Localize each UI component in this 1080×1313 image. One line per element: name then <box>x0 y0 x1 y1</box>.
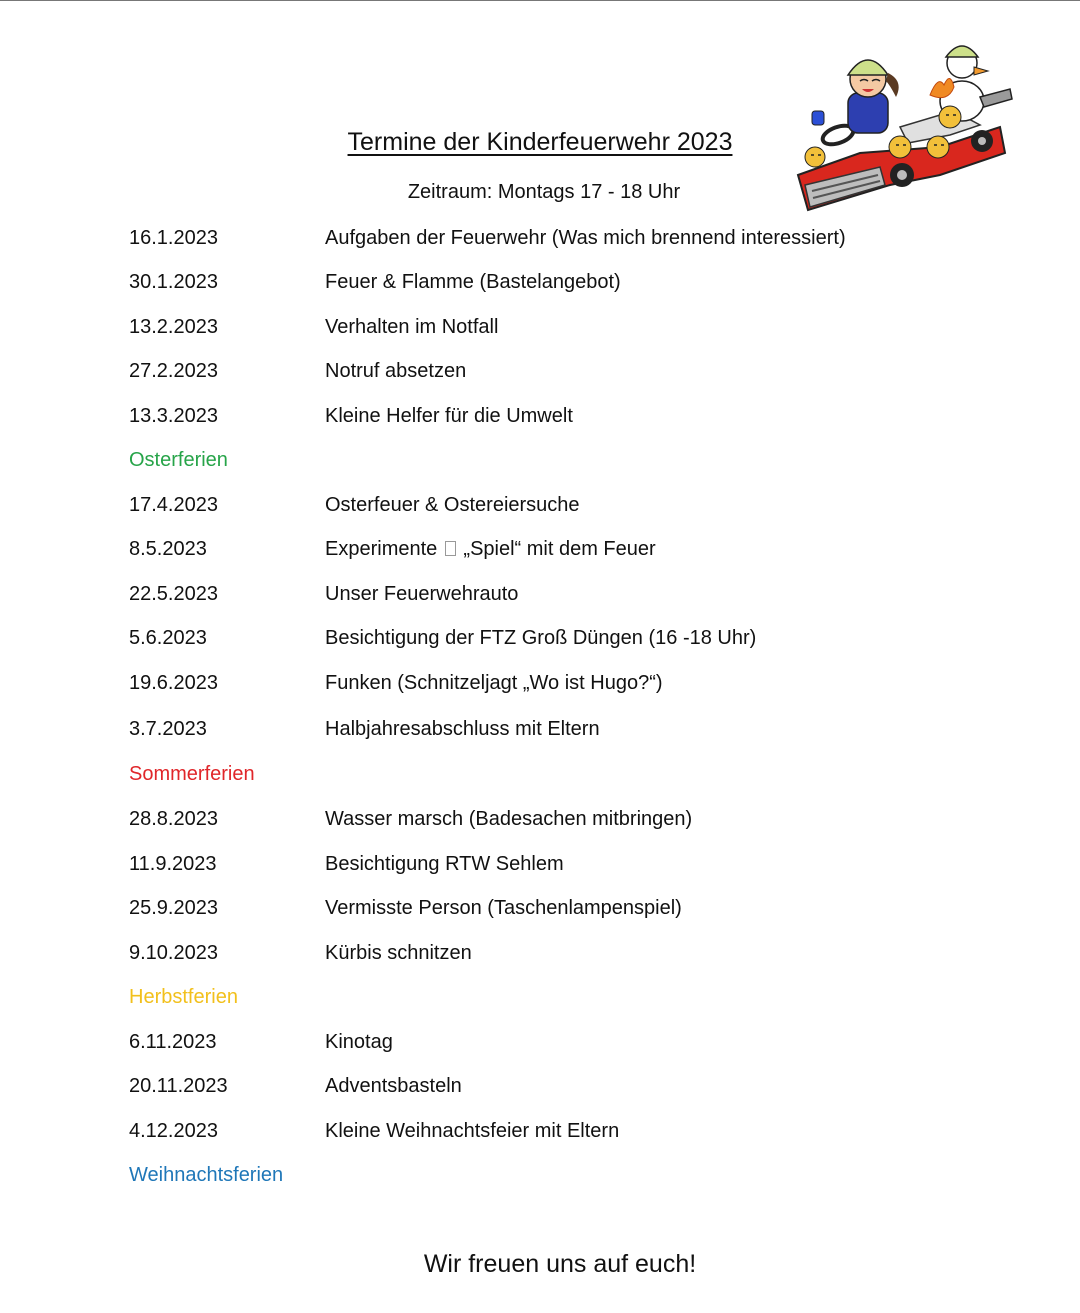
event-date: 20.11.2023 <box>129 1075 228 1097</box>
schedule-row <box>0 853 1080 883</box>
event-topic: Adventsbasteln <box>325 1075 462 1097</box>
event-topic: Osterfeuer & Ostereiersuche <box>325 494 580 516</box>
event-topic: Kleine Helfer für die Umwelt <box>325 405 573 427</box>
event-topic-part: „Spiel“ mit dem Feuer <box>463 538 656 560</box>
event-date: 25.9.2023 <box>129 897 218 919</box>
event-date: 4.12.2023 <box>129 1120 218 1142</box>
event-topic: Aufgaben der Feuerwehr (Was mich brennend interessiert) <box>325 227 846 249</box>
schedule-row <box>0 1075 1080 1105</box>
event-date: 9.10.2023 <box>129 942 218 964</box>
event-topic: Notruf absetzen <box>325 360 467 382</box>
event-date: 5.6.2023 <box>129 627 207 649</box>
closing-message: Wir freuen uns auf euch! <box>423 1250 697 1278</box>
schedule-row <box>0 316 1080 346</box>
event-topic: Wasser marsch (Badesachen mitbringen) <box>325 808 693 830</box>
event-date: 8.5.2023 <box>129 538 207 560</box>
schedule-row <box>0 538 1080 568</box>
event-topic: Halbjahresabschluss mit Eltern <box>325 718 600 740</box>
event-topic-part: Experimente <box>325 538 438 560</box>
event-topic: Besichtigung der FTZ Groß Düngen (16 -18 Uhr) <box>325 627 757 649</box>
schedule-row <box>0 942 1080 972</box>
event-topic: Besichtigung RTW Sehlem <box>325 853 564 875</box>
event-date: 13.2.2023 <box>129 316 218 338</box>
event-topic: Vermisste Person (Taschenlampenspiel) <box>325 897 682 919</box>
schedule-time-range: Zeitraum: Montags 17 - 18 Uhr <box>407 181 681 203</box>
holiday-christmas: Weihnachtsferien <box>129 1164 284 1186</box>
schedule-row <box>0 897 1080 927</box>
event-topic: Unser Feuerwehrauto <box>325 583 519 605</box>
schedule-row <box>0 718 1080 748</box>
top-border-line <box>0 0 1080 1</box>
event-topic: Kürbis schnitzen <box>325 942 472 964</box>
schedule-row <box>0 360 1080 390</box>
holiday-autumn: Herbstferien <box>129 986 238 1008</box>
holiday-summer: Sommerferien <box>129 763 255 785</box>
event-date: 28.8.2023 <box>129 808 218 830</box>
document-title: Termine der Kinderfeuerwehr 2023 <box>347 128 733 156</box>
event-topic: Kleine Weihnachtsfeier mit Eltern <box>325 1120 620 1142</box>
schedule-row <box>0 271 1080 301</box>
event-topic: Funken (Schnitzeljagt „Wo ist Hugo?“) <box>325 672 663 694</box>
schedule-row <box>0 227 1080 257</box>
event-topic: Kinotag <box>325 1031 393 1053</box>
schedule-row <box>0 583 1080 613</box>
event-topic: Feuer & Flamme (Bastelangebot) <box>325 271 621 293</box>
schedule-row <box>0 405 1080 435</box>
holiday-easter: Osterferien <box>129 449 228 471</box>
schedule-row <box>0 672 1080 702</box>
schedule-row <box>0 808 1080 838</box>
event-topic: Verhalten im Notfall <box>325 316 499 338</box>
schedule-row <box>0 1031 1080 1061</box>
event-date: 11.9.2023 <box>129 853 217 875</box>
schedule-row <box>0 627 1080 657</box>
missing-glyph-icon <box>445 541 456 556</box>
event-date: 17.4.2023 <box>129 494 218 516</box>
event-date: 13.3.2023 <box>129 405 218 427</box>
schedule-row <box>0 1120 1080 1150</box>
event-date: 30.1.2023 <box>129 271 218 293</box>
schedule-row <box>0 494 1080 524</box>
event-date: 16.1.2023 <box>129 227 218 249</box>
event-date: 6.11.2023 <box>129 1031 217 1053</box>
event-date: 19.6.2023 <box>129 672 218 694</box>
event-date: 3.7.2023 <box>129 718 207 740</box>
event-date: 27.2.2023 <box>129 360 218 382</box>
event-date: 22.5.2023 <box>129 583 218 605</box>
event-topic <box>325 538 656 561</box>
